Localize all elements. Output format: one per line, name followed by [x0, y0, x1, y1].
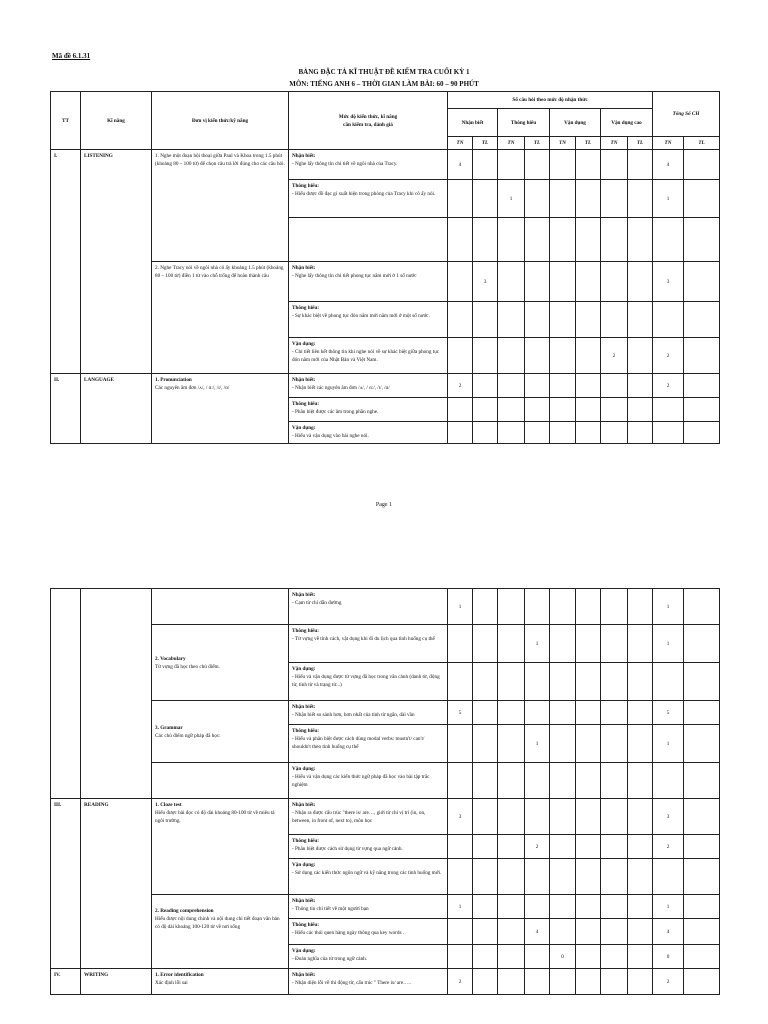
- header-van-dung: Vận dụng: [550, 109, 601, 137]
- level-cell: [289, 589, 448, 625]
- spec-table-page-1: [50, 91, 720, 444]
- header-tl: TL: [576, 137, 601, 150]
- unit-title: 2. Vocabulary: [155, 655, 186, 662]
- count-cell: 2: [525, 835, 550, 859]
- table-row: [51, 969, 720, 995]
- level-cell: [289, 919, 448, 945]
- total-cell: 4: [653, 919, 684, 945]
- level-label: Nhận biết:: [292, 377, 316, 383]
- count-cell: 1: [448, 895, 473, 919]
- total-cell: 2: [653, 835, 684, 859]
- count-cell: 2: [448, 969, 473, 995]
- level-cell: [289, 725, 448, 763]
- section-skill: WRITING: [81, 969, 152, 995]
- header-tn: TN: [448, 137, 473, 150]
- table-row: [51, 625, 720, 663]
- level-label: Thông hiểu:: [292, 183, 319, 189]
- level-label: Thông hiểu:: [292, 728, 319, 734]
- count-cell: 4: [525, 919, 550, 945]
- total-cell: 1: [653, 895, 684, 919]
- header-tn: TN: [601, 137, 628, 150]
- header-tl: TL: [525, 137, 550, 150]
- header-total: Tổng Số CH: [653, 92, 720, 137]
- level-label: Thông hiểu:: [292, 401, 319, 407]
- header-question-count: Số câu hỏi theo mức độ nhận thức: [448, 92, 653, 109]
- level-text: - Nghe lấy thông tin chi tiết về ngôi nhà của Tracy.: [292, 161, 398, 167]
- table-row: [51, 150, 720, 180]
- level-text: - Nhận biết so sánh hơn, hơn nhất của tính từ ngắn, dài vần: [292, 712, 415, 718]
- count-cell: 1: [525, 625, 550, 663]
- level-cell: [289, 663, 448, 701]
- total-cell: 3: [653, 799, 684, 835]
- level-cell: [289, 945, 448, 969]
- unit-description: [152, 374, 289, 444]
- level-label: Nhận biết:: [292, 802, 316, 808]
- header-nhan-biet: Nhận biết: [448, 109, 498, 137]
- unit-description: [152, 895, 289, 969]
- level-text: - Hiểu và vận dụng được từ vựng đã học trong văn cảnh (danh từ, động từ, tính từ và trạng từ...): [292, 674, 440, 688]
- table-row: [51, 262, 720, 302]
- count-cell: 1: [498, 180, 525, 218]
- level-text: - Từ vựng về tính cách, vật dụng khi đi du lịch qua tình huống cụ thể: [292, 636, 435, 642]
- count-cell: 5: [448, 701, 473, 725]
- level-text: - Hiểu được đồ đạc gì xuất hiện trong phòng của Tracy khi cô ấy nói.: [292, 191, 436, 197]
- table-row: [51, 763, 720, 799]
- level-text: - Phân biệt được các âm trong phần nghe.: [292, 409, 379, 415]
- spec-table-page-2: [50, 588, 720, 995]
- level-cell: [289, 625, 448, 663]
- section-number: I.: [51, 150, 81, 374]
- level-cell: [289, 835, 448, 859]
- level-cell: [289, 701, 448, 725]
- table-row: [51, 589, 720, 625]
- level-text: - Hiểu và phân biệt được cách dùng modal verbs: mustn't/ can't/ shouldn't theo tình huống cụ thể: [292, 736, 425, 750]
- header-tl: TL: [473, 137, 498, 150]
- level-label: Vận dụng:: [292, 341, 316, 347]
- level-label: Vận dụng:: [292, 948, 316, 954]
- unit-description: 2. Nghe Tracy nói về ngôi nhà cô ấy khoảng 1.5 phút (khoảng 80 – 100 từ) điền 1 từ vào chỗ trống để hoàn thành câu: [152, 262, 289, 374]
- count-cell: 2: [601, 338, 628, 374]
- header-tl: TL: [684, 137, 720, 150]
- level-cell: [289, 799, 448, 835]
- unit-description: 1. Nghe một đoạn hội thoại giữa Paul và Khoa trong 1.5 phút (khoảng 80 – 100 từ) để chọn câu trả lời đúng cho các câu hỏi.: [152, 150, 289, 262]
- total-cell: 1: [653, 725, 684, 763]
- total-cell: 2: [653, 374, 684, 398]
- level-text: - Hiểu và vận dụng vào bài nghe nói.: [292, 433, 369, 439]
- section-number: II.: [51, 374, 81, 444]
- count-cell: 0: [550, 945, 576, 969]
- level-label: Vận dụng:: [292, 666, 316, 672]
- level-text: - Chỉ tiết liên kết thông tin khi nghe nói về sự khác biệt giữa phong tục đón năm mới của Nhật Bản và Việt Nam.: [292, 349, 440, 363]
- level-label: Nhận biết:: [292, 592, 316, 598]
- level-label: Thông hiểu:: [292, 305, 319, 311]
- header-tt: TT: [51, 92, 81, 150]
- total-cell: 1: [653, 589, 684, 625]
- unit-text: Các nguyên âm đơn /ʌ/, / ɑ:/, /ɪ/, /ɑ/: [155, 385, 230, 391]
- unit-description: [152, 799, 289, 895]
- level-label: Vận dụng:: [292, 766, 316, 772]
- level-label: Nhận biết:: [292, 153, 316, 159]
- document-subtitle: MÔN: TIẾNG ANH 6 – THỜI GIAN LÀM BÀI: 60 – 90 PHÚT: [289, 80, 479, 88]
- level-cell: [289, 180, 448, 218]
- level-cell: [289, 763, 448, 799]
- unit-description: [152, 625, 289, 701]
- unit-text: Từ vựng đã học theo chủ điểm.: [155, 663, 220, 670]
- header-skill: Kĩ năng: [81, 92, 152, 150]
- unit-text: Xác định lỗi sai: [155, 980, 188, 986]
- level-label: Vận dụng:: [292, 425, 316, 431]
- level-cell: [289, 895, 448, 919]
- level-cell: [289, 374, 448, 398]
- level-text: - Sự khác biệt về phong tục đón năm mới năm mới ở một số nước.: [292, 313, 430, 319]
- level-cell: [289, 859, 448, 895]
- total-cell: 4: [653, 150, 684, 180]
- level-cell: [289, 398, 448, 422]
- table-row: [51, 374, 720, 398]
- level-cell: [289, 150, 448, 180]
- level-text: - Hiểu và vận dụng các kiến thức ngữ pháp đã học vào bài tập trắc nghiệm: [292, 774, 430, 788]
- level-text: - Thông tin chi tiết về một người bạn: [292, 906, 369, 912]
- table-row: [51, 701, 720, 725]
- header-van-dung-cao: Vận dụng cao: [601, 109, 653, 137]
- document-title: BẢNG ĐẶC TẢ KĨ THUẬT ĐỀ KIỂM TRA CUỐI KỲ 1: [298, 68, 470, 76]
- header-unit: Đơn vị kiến thức/kỹ năng: [152, 92, 289, 150]
- level-text: - Hiểu các thói quen hàng ngày thông qua key words .: [292, 930, 405, 936]
- level-cell: [289, 969, 448, 995]
- section-skill: LANGUAGE: [81, 374, 152, 444]
- total-cell: 5: [653, 701, 684, 725]
- page-number: Page 1: [375, 502, 393, 508]
- level-label: Thông hiểu:: [292, 922, 319, 928]
- level-label: Nhận biết:: [292, 265, 316, 271]
- level-cell: [289, 302, 448, 338]
- total-cell: 0: [653, 945, 684, 969]
- level-text: - Cạm từ chỉ dẫn đường: [292, 600, 342, 606]
- level-text: - Nhận diện lỗi về thì động từ, cấu trúc " There is/ are…..: [292, 980, 411, 986]
- level-label: Nhận biết:: [292, 972, 316, 978]
- unit-description: [152, 701, 289, 763]
- level-label: Nhận biết:: [292, 898, 316, 904]
- unit-title: 3. Grammar: [155, 724, 183, 731]
- level-label: Nhận biết:: [292, 704, 316, 710]
- header-tn: TN: [498, 137, 525, 150]
- count-cell: 1: [525, 725, 550, 763]
- level-text: - Nhận ra được cấu trúc "there is/ are…, giới từ chỉ vị trí (in, on, between, in front of, next to), môn học: [292, 810, 426, 824]
- unit-title: 1. Pronunciation: [155, 377, 192, 383]
- level-label: Vận dụng:: [292, 862, 316, 868]
- total-cell: 2: [653, 969, 684, 995]
- count-cell: 4: [448, 150, 473, 180]
- level-label: Thông hiểu:: [292, 628, 319, 634]
- unit-title: 1. Error identification: [155, 972, 204, 978]
- unit-text: Các chủ điểm ngữ pháp đã học:: [155, 732, 221, 739]
- level-text: - Đoán nghĩa của từ trong ngữ cảnh.: [292, 956, 368, 962]
- total-cell: 1: [653, 180, 684, 218]
- section-number: III.: [51, 799, 81, 969]
- level-text: - Nhận biết các nguyên âm đơn /ʌ/, / ɑ:/, /ɪ/, /ɑ/: [292, 385, 390, 391]
- unit-title: 2. Reading comprehension: [155, 908, 214, 914]
- unit-title: 1. Cloze test: [155, 802, 182, 808]
- exam-code: Mã đề 6.1.31: [52, 52, 91, 60]
- header-tn: TN: [550, 137, 576, 150]
- total-cell: 2: [653, 338, 684, 374]
- count-cell: 1: [448, 589, 473, 625]
- level-cell: [289, 262, 448, 302]
- level-text: - Nghe lấy thông tin chi tiết phong tục năm mới ở 1 số nước: [292, 273, 417, 279]
- section-skill: READING: [81, 799, 152, 969]
- header-tn: TN: [653, 137, 684, 150]
- count-cell: 3: [448, 799, 473, 835]
- header-thong-hieu: Thông hiểu: [498, 109, 550, 137]
- table-row: [51, 799, 720, 835]
- unit-description: [152, 969, 289, 995]
- level-cell: [289, 338, 448, 374]
- level-text: - Phân biệt được cách sử dụng từ vựng qua ngữ cảnh.: [292, 846, 403, 852]
- section-number: IV.: [51, 969, 81, 995]
- unit-text: Hiểu được bài đọc có độ dài khoảng 80-100 từ về miêu tả ngôi trường.: [155, 810, 275, 824]
- count-cell: 3: [473, 262, 498, 302]
- total-cell: 1: [653, 625, 684, 663]
- header-level-line2: cần kiểm tra, đánh giá: [343, 121, 393, 128]
- header-level-description: [289, 92, 448, 150]
- level-label: Thông hiểu:: [292, 838, 319, 844]
- table-row: [51, 895, 720, 919]
- total-cell: 3: [653, 262, 684, 302]
- header-tl: TL: [628, 137, 653, 150]
- unit-text: Hiểu được nội dung chính và nội dung chi tiết đoạn văn bản có độ dài khoảng 100-120 từ về nơi sống: [155, 916, 280, 930]
- level-cell: [289, 422, 448, 444]
- level-text: - Sử dụng các kiến thức ngôn ngữ và kỹ năng trong các tình huống mới.: [292, 870, 442, 876]
- header-level-line1: Mức độ kiến thức, kĩ năng: [338, 113, 398, 120]
- section-skill: LISTENING: [81, 150, 152, 374]
- count-cell: 2: [448, 374, 473, 398]
